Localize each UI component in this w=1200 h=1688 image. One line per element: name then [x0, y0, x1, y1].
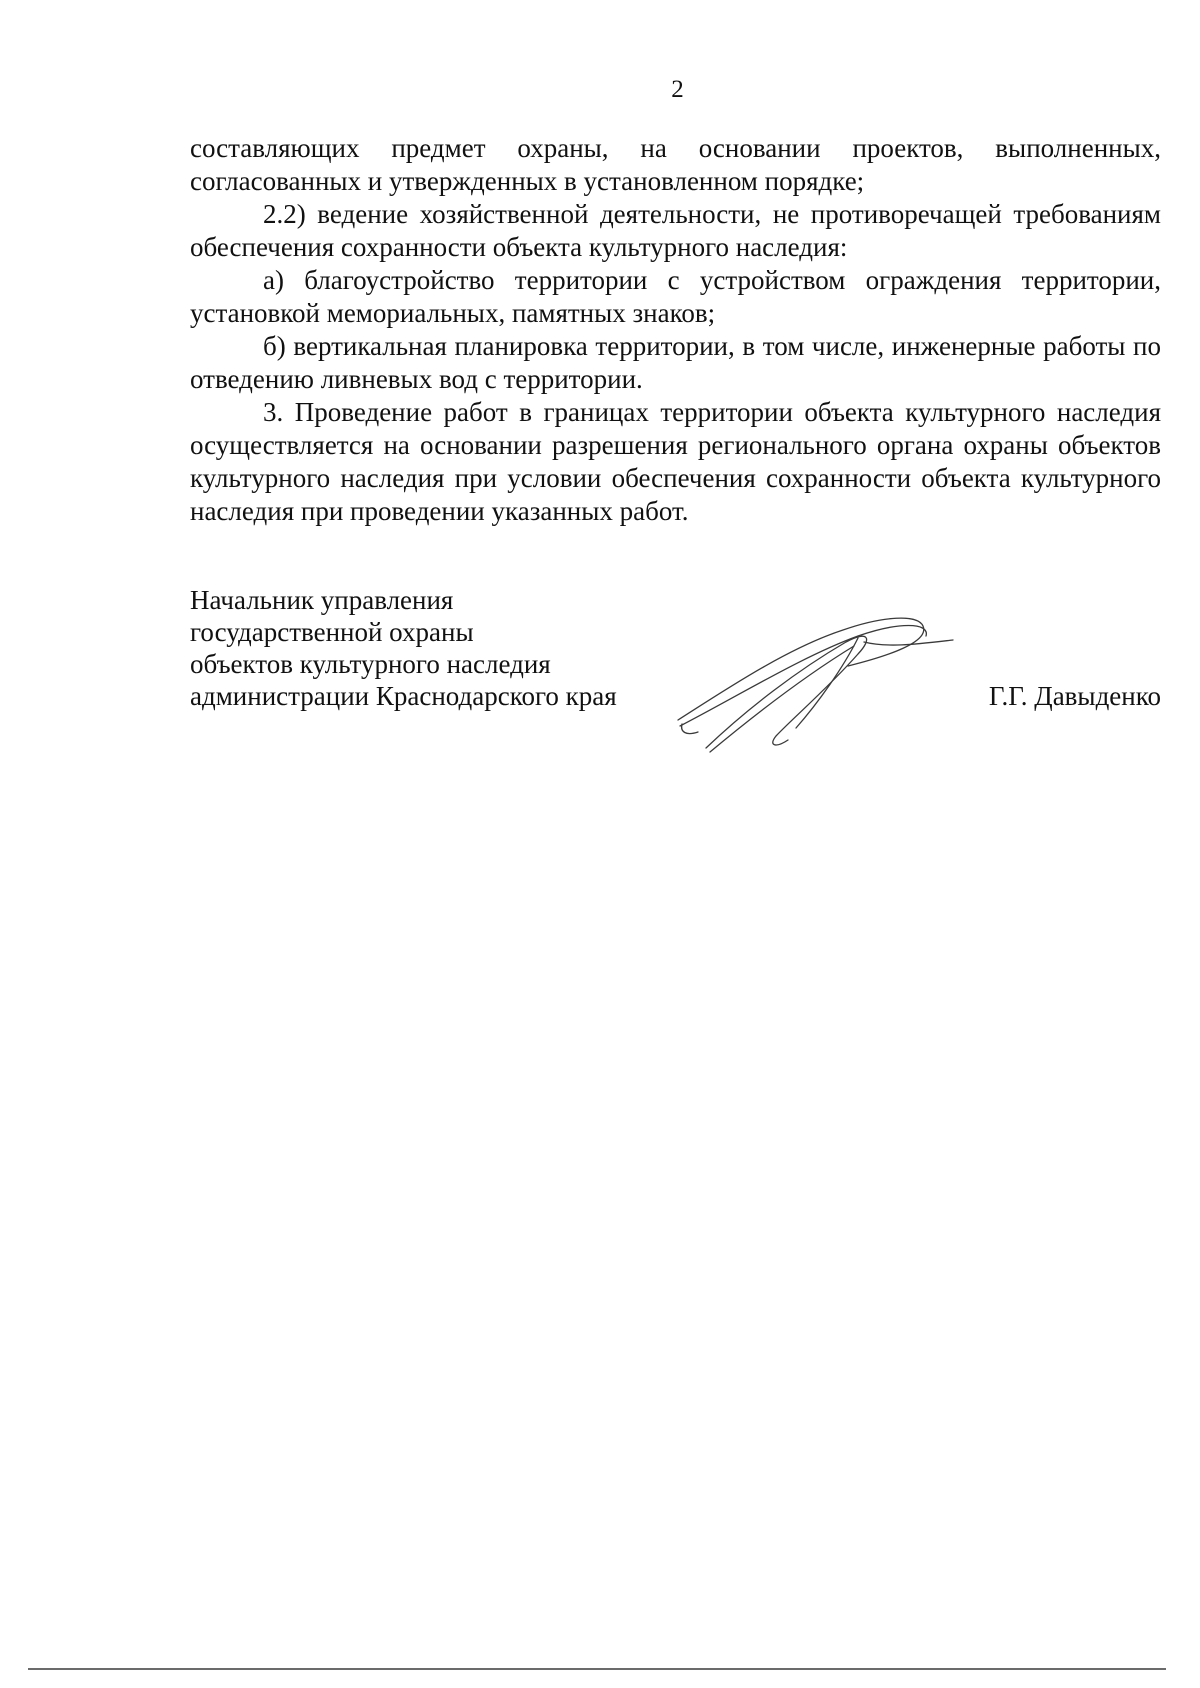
signer-title-line: администрации Краснодарского края [190, 681, 617, 711]
signer-title-line: объектов культурного наследия [190, 649, 551, 679]
footer-divider [28, 1668, 1166, 1670]
page-number: 2 [671, 76, 684, 103]
signer-name: Г.Г. Давыденко [988, 681, 1161, 711]
handwritten-signature [668, 608, 968, 758]
paragraph-continuation: составляющих предмет охраны, на основании проектов, выполненных, согласованных и утвержденных в установленном порядке; [190, 133, 1161, 196]
document-body [190, 132, 1161, 528]
signer-title-line: государственной охраны [190, 617, 474, 647]
paragraph-subitem-a: а) благоустройство территории с устройством ограждения территории, установкой мемориальных, памятных знаков; [190, 265, 1161, 328]
signature-block [190, 584, 1161, 764]
signer-title [190, 584, 617, 712]
paragraph-subitem-b: б) вертикальная планировка территории, в том числе, инженерные работы по отведению ливневых вод с территории. [190, 331, 1161, 394]
signer-title-line: Начальник управления [190, 585, 454, 615]
paragraph-item-3: 3. Проведение работ в границах территории объекта культурного наследия осуществляется на основании разрешения регионального органа охраны объектов культурного наследия при условии обеспечения сохранности объекта культурного наследия при проведении указанных работ. [190, 397, 1161, 526]
paragraph-item-2-2: 2.2) ведение хозяйственной деятельности, не противоречащей требованиям обеспечения сохранности объекта культурного наследия: [190, 199, 1161, 262]
